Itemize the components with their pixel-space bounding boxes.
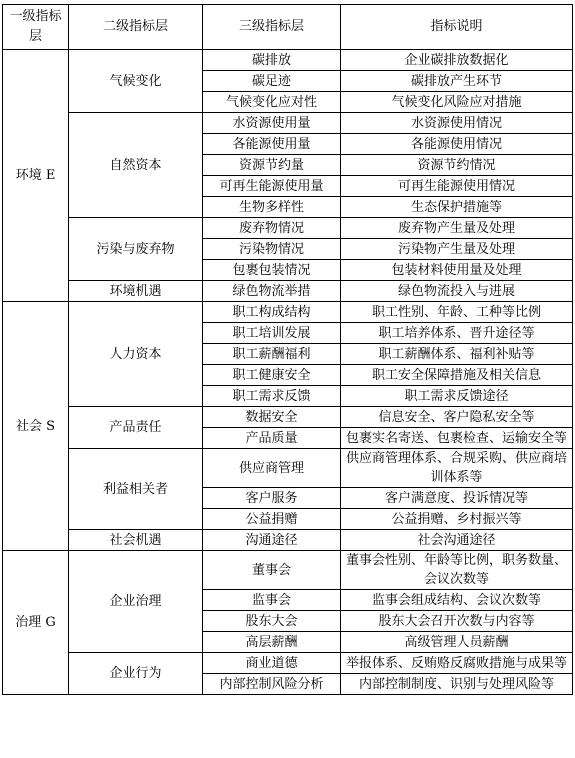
level3-cell: 商业道德 <box>203 653 341 674</box>
level3-cell: 碳排放 <box>203 50 341 71</box>
level3-cell: 职工需求反馈 <box>203 386 341 407</box>
level2-cell: 产品责任 <box>69 407 203 449</box>
table-row <box>3 281 573 302</box>
description-cell: 可再生能源使用情况 <box>341 176 573 197</box>
level3-cell: 高层薪酬 <box>203 632 341 653</box>
header-description: 指标说明 <box>341 5 573 50</box>
table-row <box>3 551 573 590</box>
table-row <box>3 653 573 674</box>
description-cell: 高级管理人员薪酬 <box>341 632 573 653</box>
level2-cell: 污染与废弃物 <box>69 218 203 281</box>
table-row <box>3 407 573 428</box>
level3-cell: 包裹包装情况 <box>203 260 341 281</box>
description-cell: 生态保护措施等 <box>341 197 573 218</box>
level3-cell: 内部控制风险分析 <box>203 674 341 695</box>
level2-cell: 人力资本 <box>69 302 203 407</box>
level3-cell: 职工健康安全 <box>203 365 341 386</box>
level3-cell: 职工培训发展 <box>203 323 341 344</box>
level1-cell: 治理 G <box>3 551 69 695</box>
level2-cell: 社会机遇 <box>69 530 203 551</box>
level3-cell: 客户服务 <box>203 488 341 509</box>
description-cell: 董事会性别、年龄等比例，职务数量、会议次数等 <box>341 551 573 590</box>
table-row <box>3 530 573 551</box>
level3-cell: 产品质量 <box>203 428 341 449</box>
level3-cell: 供应商管理 <box>203 449 341 488</box>
table-row <box>3 50 573 71</box>
description-cell: 废弃物产生量及处理 <box>341 218 573 239</box>
level2-cell: 气候变化 <box>69 50 203 113</box>
description-cell: 碳排放产生环节 <box>341 71 573 92</box>
level1-cell: 社会 S <box>3 302 69 551</box>
level3-cell: 各能源使用量 <box>203 134 341 155</box>
level3-cell: 董事会 <box>203 551 341 590</box>
description-cell: 包装材料使用量及处理 <box>341 260 573 281</box>
level3-cell: 可再生能源使用量 <box>203 176 341 197</box>
level2-cell: 自然资本 <box>69 113 203 218</box>
description-cell: 职工安全保障措施及相关信息 <box>341 365 573 386</box>
level2-cell: 利益相关者 <box>69 449 203 530</box>
description-cell: 企业碳排放数据化 <box>341 50 573 71</box>
level2-cell: 企业治理 <box>69 551 203 653</box>
level2-cell: 环境机遇 <box>69 281 203 302</box>
table-row <box>3 302 573 323</box>
description-cell: 气候变化风险应对措施 <box>341 92 573 113</box>
level3-cell: 污染物情况 <box>203 239 341 260</box>
level3-cell: 资源节约量 <box>203 155 341 176</box>
description-cell: 各能源使用情况 <box>341 134 573 155</box>
level3-cell: 监事会 <box>203 590 341 611</box>
description-cell: 绿色物流投入与进展 <box>341 281 573 302</box>
esg-indicator-table <box>2 4 573 695</box>
table-row <box>3 113 573 134</box>
description-cell: 社会沟通途径 <box>341 530 573 551</box>
description-cell: 客户满意度、投诉情况等 <box>341 488 573 509</box>
level3-cell: 股东大会 <box>203 611 341 632</box>
description-cell: 污染物产生量及处理 <box>341 239 573 260</box>
description-cell: 举报体系、反贿赂反腐败措施与成果等 <box>341 653 573 674</box>
description-cell: 水资源使用情况 <box>341 113 573 134</box>
level3-cell: 公益捐赠 <box>203 509 341 530</box>
description-cell: 资源节约情况 <box>341 155 573 176</box>
description-cell: 公益捐赠、乡村振兴等 <box>341 509 573 530</box>
description-cell: 监事会组成结构、会议次数等 <box>341 590 573 611</box>
description-cell: 内部控制制度、识别与处理风险等 <box>341 674 573 695</box>
header-level3: 三级指标层 <box>203 5 341 50</box>
level3-cell: 绿色物流举措 <box>203 281 341 302</box>
level3-cell: 水资源使用量 <box>203 113 341 134</box>
table-body <box>3 50 573 695</box>
level3-cell: 气候变化应对性 <box>203 92 341 113</box>
level1-cell: 环境 E <box>3 50 69 302</box>
header-row <box>3 5 573 50</box>
level3-cell: 职工构成结构 <box>203 302 341 323</box>
header-level1: 一级指标层 <box>3 5 69 50</box>
table-row <box>3 218 573 239</box>
description-cell: 职工性别、年龄、工种等比例 <box>341 302 573 323</box>
level3-cell: 数据安全 <box>203 407 341 428</box>
description-cell: 股东大会召开次数与内容等 <box>341 611 573 632</box>
table-row <box>3 449 573 488</box>
description-cell: 信息安全、客户隐私安全等 <box>341 407 573 428</box>
level2-cell: 企业行为 <box>69 653 203 695</box>
level3-cell: 沟通途径 <box>203 530 341 551</box>
description-cell: 职工薪酬体系、福利补贴等 <box>341 344 573 365</box>
level3-cell: 碳足迹 <box>203 71 341 92</box>
description-cell: 供应商管理体系、合规采购、供应商培训体系等 <box>341 449 573 488</box>
level3-cell: 生物多样性 <box>203 197 341 218</box>
description-cell: 包裹实名寄送、包裹检查、运输安全等 <box>341 428 573 449</box>
level3-cell: 职工薪酬福利 <box>203 344 341 365</box>
description-cell: 职工培养体系、晋升途径等 <box>341 323 573 344</box>
level3-cell: 废弃物情况 <box>203 218 341 239</box>
description-cell: 职工需求反馈途径 <box>341 386 573 407</box>
header-level2: 二级指标层 <box>69 5 203 50</box>
